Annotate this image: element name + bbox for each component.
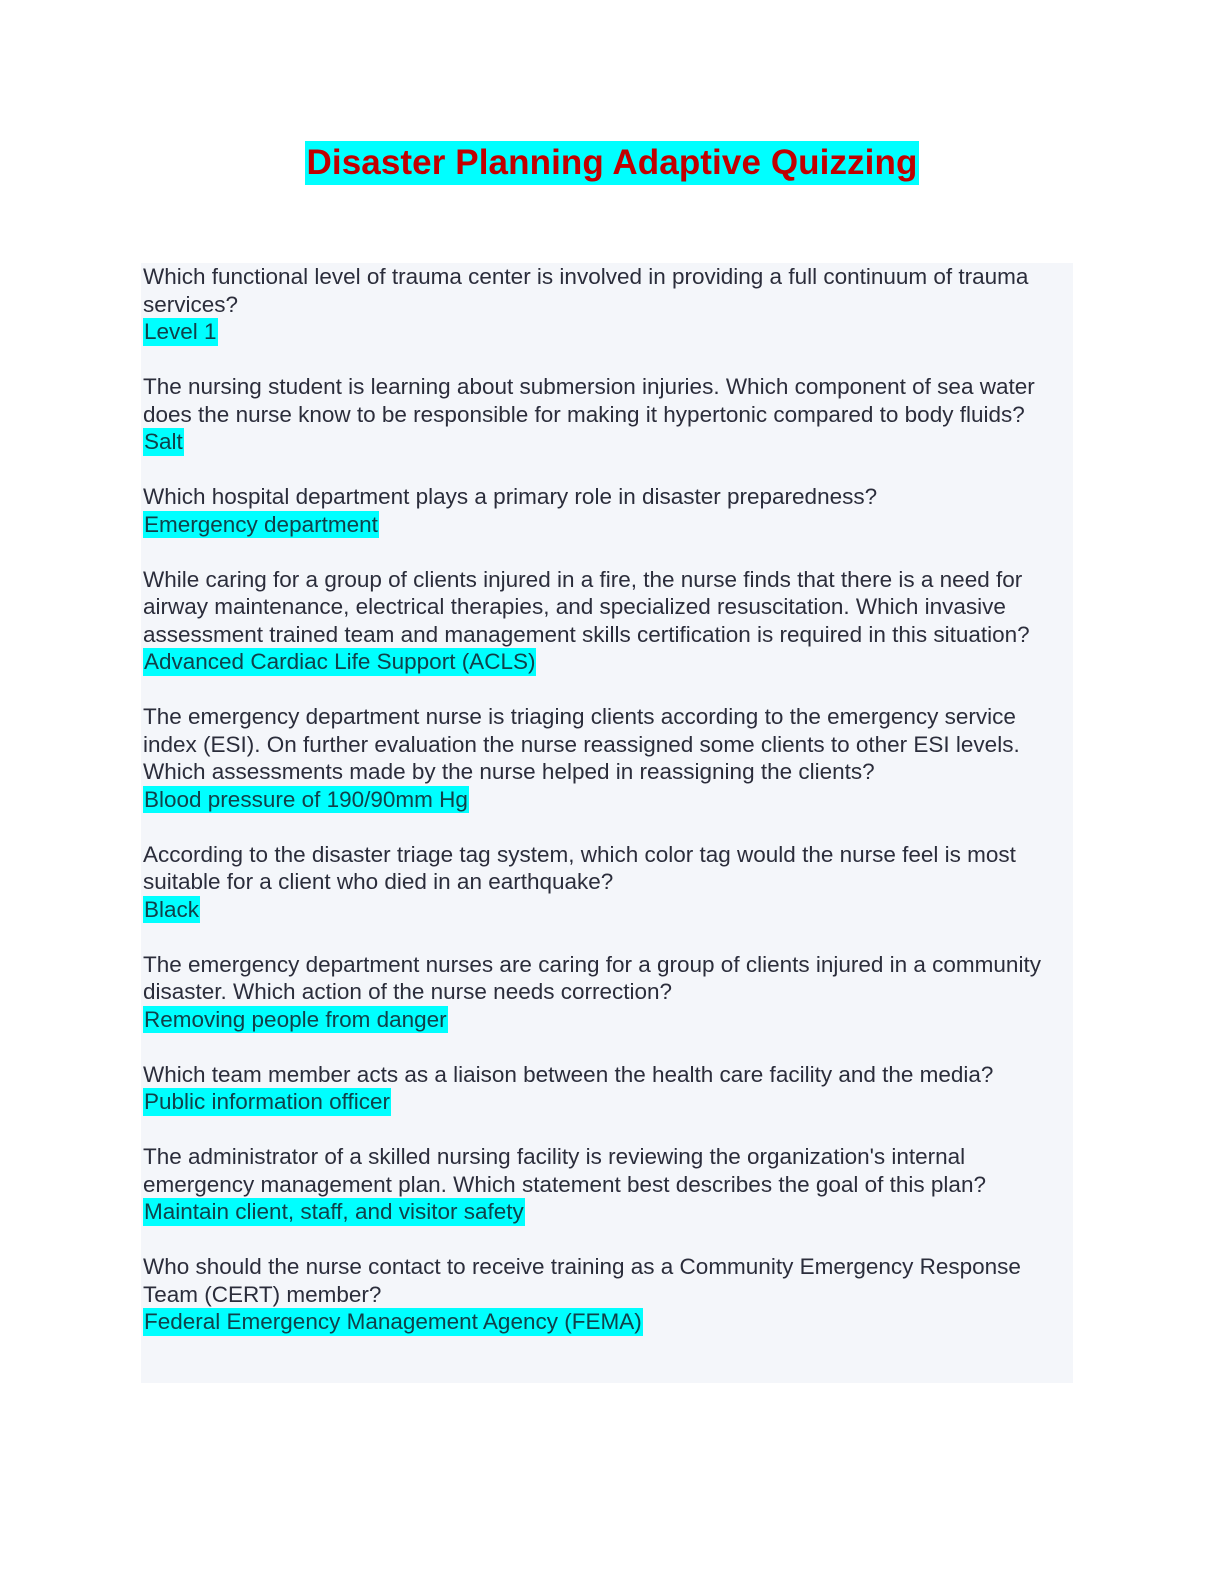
answer-text: Blood pressure of 190/90mm Hg <box>144 786 468 812</box>
question-text: While caring for a group of clients injured in a fire, the nurse finds that there is a need for airway maintenance, electrical therapies, and specialized resuscitation. Which invasive assessment trained team and management skills certification is required in this situation? <box>143 566 1030 647</box>
answer-text: Public information officer <box>144 1089 390 1114</box>
qa-item <box>143 951 1071 1034</box>
qa-item <box>143 1253 1071 1336</box>
qa-item <box>143 703 1071 813</box>
title-container <box>0 141 1224 185</box>
answer-text: Maintain client, staff, and visitor safety <box>144 1199 524 1224</box>
answer-text: Emergency department <box>144 511 378 537</box>
question-answer-list <box>141 263 1073 1383</box>
answer-text: Level 1 <box>144 319 217 344</box>
page-title: Disaster Planning Adaptive Quizzing <box>305 141 920 185</box>
answer-text: Federal Emergency Management Agency (FEMA) <box>144 1309 642 1334</box>
question-text: The administrator of a skilled nursing facility is reviewing the organization's internal emergency management plan. Which statement best describes the goal of this plan? <box>143 1144 986 1197</box>
question-text: The emergency department nurses are caring for a group of clients injured in a community disaster. Which action of the nurse needs correction? <box>143 951 1041 1004</box>
question-text: Who should the nurse contact to receive training as a Community Emergency Response Team (CERT) member? <box>143 1254 1021 1307</box>
qa-item <box>143 841 1071 924</box>
qa-item <box>143 373 1071 456</box>
question-text: The nursing student is learning about submersion injuries. Which component of sea water does the nurse know to be responsible for making it hypertonic compared to body fluids? <box>143 374 1035 427</box>
answer-text: Black <box>144 896 200 922</box>
question-text: According to the disaster triage tag system, which color tag would the nurse feel is most suitable for a client who died in an earthquake? <box>143 841 1016 894</box>
question-text: Which hospital department plays a primary role in disaster preparedness? <box>143 484 878 509</box>
qa-item <box>143 566 1071 676</box>
question-text: Which team member acts as a liaison between the health care facility and the media? <box>143 1061 994 1087</box>
answer-text: Salt <box>144 429 183 454</box>
qa-item <box>143 1061 1071 1116</box>
qa-item <box>143 263 1071 346</box>
qa-item <box>143 1143 1071 1226</box>
answer-text: Advanced Cardiac Life Support (ACLS) <box>144 649 536 674</box>
question-text: The emergency department nurse is triaging clients according to the emergency service index (ESI). On further evaluation the nurse reassigned some clients to other ESI levels. Which assessments made by the nurse helped in reassigning the clients? <box>143 704 1020 784</box>
qa-item <box>143 483 1071 538</box>
answer-text: Removing people from danger <box>144 1006 447 1032</box>
question-text: Which functional level of trauma center is involved in providing a full continuum of trauma services? <box>143 264 1029 317</box>
